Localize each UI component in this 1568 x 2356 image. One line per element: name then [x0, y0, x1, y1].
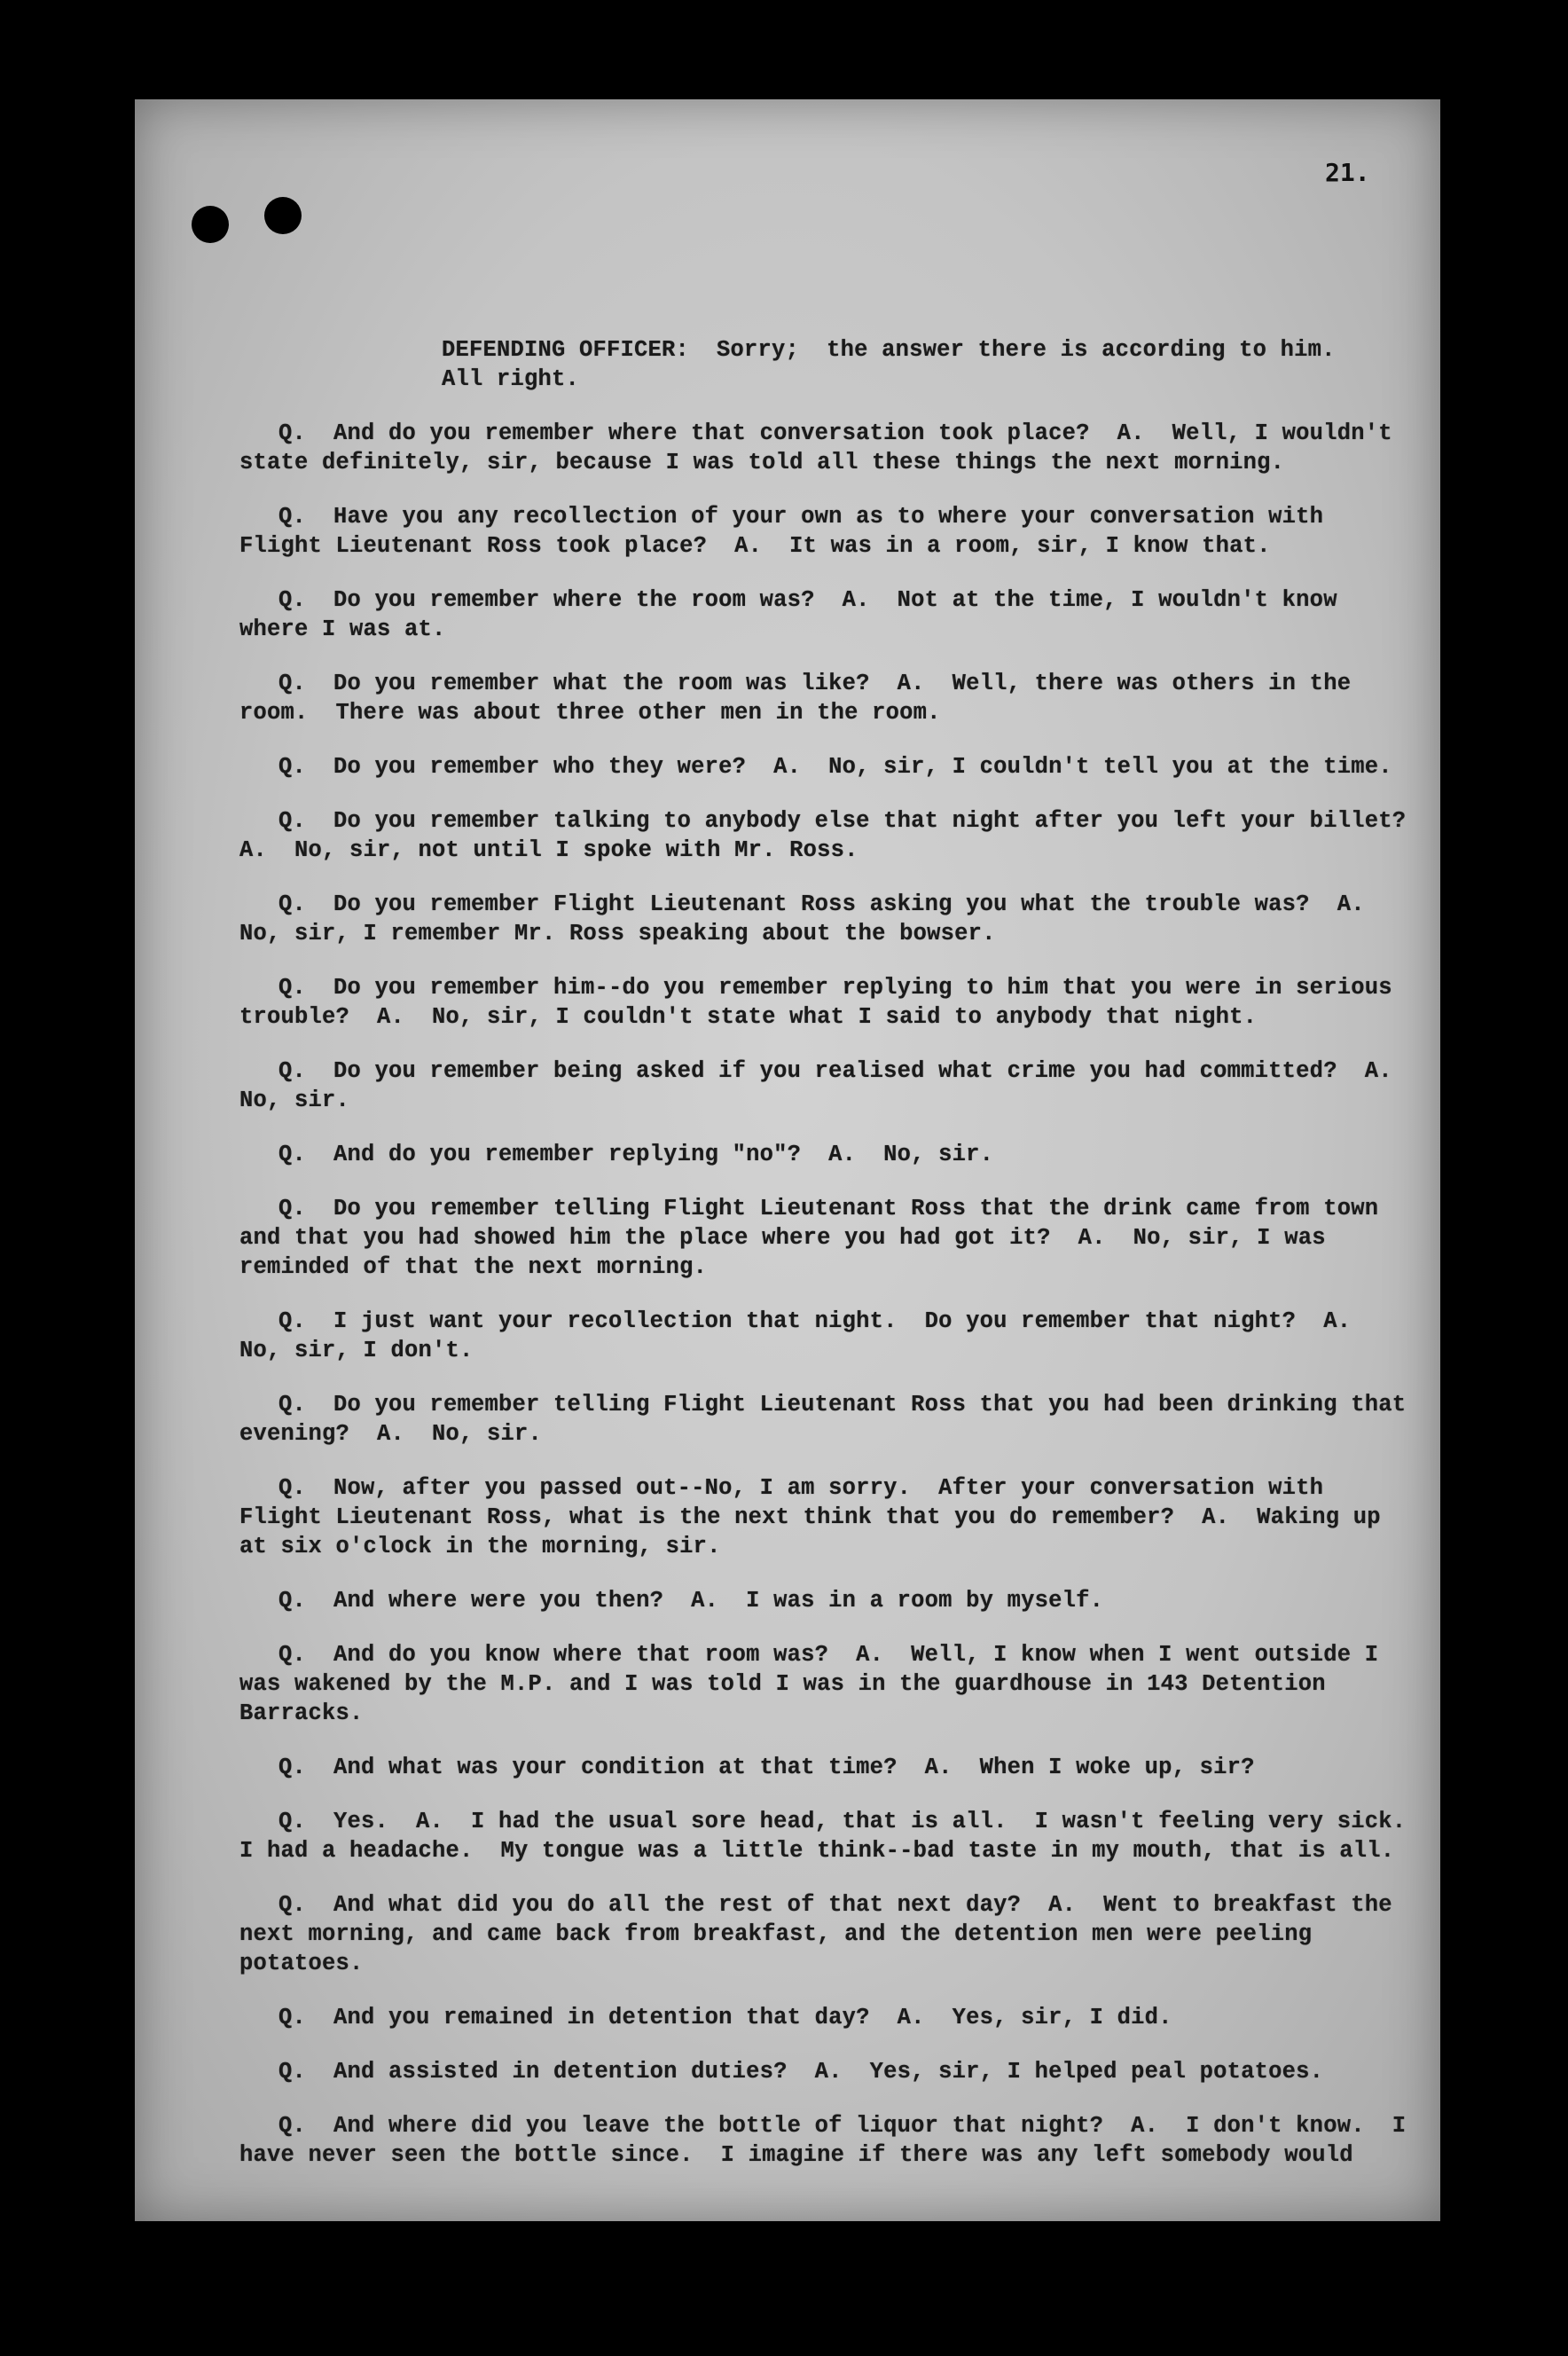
transcript-paragraph: Q. Do you remember him--do you remember replying to him that you were in serious trouble? A. No, sir, I couldn't state what I said to anybody that night.: [239, 975, 1407, 1030]
punch-hole-right: [264, 197, 302, 234]
transcript-paragraph: Q. Have you any recollection of your own as to where your conversation with Flight Lieutenant Ross took place? A. It was in a room, sir, I know that.: [239, 504, 1337, 559]
transcript-paragraph: Q. Yes. A. I had the usual sore head, that is all. I wasn't feeling very sick. I had a headache. My tongue was a little think--bad taste in my mouth, that is all.: [239, 1809, 1434, 1864]
transcript-paragraph: Q. Do you remember telling Flight Lieutenant Ross that you had been drinking that evening? A. No, sir.: [239, 1392, 1420, 1447]
transcript-paragraph: Q. Do you remember what the room was like? A. Well, there was others in the room. There was about three other men in the room.: [239, 671, 1365, 726]
transcript-paragraph: Q. And do you remember where that conversation took place? A. Well, I wouldn't state definitely, sir, because I was told all these things the next morning.: [239, 420, 1407, 475]
transcript-paragraph: Q. And what did you do all the rest of that next day? A. Went to breakfast the next morning, and came back from breakfast, and the detention men were peeling potatoes.: [239, 1892, 1407, 1976]
transcript-paragraph: Q. And where were you then? A. I was in a room by myself.: [278, 1588, 1104, 1614]
page-number: 21.: [1325, 158, 1370, 187]
transcript-paragraph: Q. Do you remember who they were? A. No, sir, I couldn't tell you at the time.: [278, 754, 1392, 780]
transcript-paragraph: Q. And what was your condition at that time? A. When I woke up, sir?: [278, 1755, 1255, 1780]
transcript-paragraph: Q. Do you remember talking to anybody else that night after you left your billet? A. No, sir, not until I spoke with Mr. Ross.: [239, 808, 1434, 863]
transcript-paragraph: Q. I just want your recollection that night. Do you remember that night? A. No, sir, I don't.: [239, 1308, 1379, 1363]
transcript-paragraph: Q. And do you know where that room was? A. Well, I know when I went outside I was wakened by the M.P. and I was told I was in the guardhouse in 143 Detention Barracks.: [239, 1642, 1392, 1726]
punch-hole-left: [192, 206, 229, 243]
transcript-paragraph: Q. Now, after you passed out--No, I am sorry. After your conversation with Flight Lieutenant Ross, what is the next think that you do remember? A. Waking up at six o'clock in the morning, sir.: [239, 1475, 1395, 1559]
transcript-paragraph: Q. And do you remember replying "no"? A. No, sir.: [278, 1142, 994, 1167]
transcript-body: [239, 335, 1434, 2195]
transcript-paragraph: Q. And you remained in detention that day? A. Yes, sir, I did.: [278, 2005, 1172, 2030]
transcript-paragraph: Q. Do you remember telling Flight Lieutenant Ross that the drink came from town and that you had showed him the place where you had got it? A. No, sir, I was reminded of that the next morning.: [239, 1196, 1392, 1280]
document-page: [135, 99, 1440, 2221]
transcript-paragraph: Q. And where did you leave the bottle of liquor that night? A. I don't know. I have never seen the bottle since. I imagine if there was any left somebody would: [239, 2113, 1420, 2168]
transcript-paragraph: Q. Do you remember Flight Lieutenant Ross asking you what the trouble was? A. No, sir, I remember Mr. Ross speaking about the bowser.: [239, 891, 1392, 946]
transcript-paragraph: DEFENDING OFFICER: Sorry; the answer there is according to him. All right.: [442, 337, 1336, 392]
transcript-paragraph: Q. And assisted in detention duties? A. Yes, sir, I helped peal potatoes.: [278, 2059, 1324, 2085]
transcript-paragraph: Q. Do you remember where the room was? A. Not at the time, I wouldn't know where I was at.: [239, 587, 1352, 642]
transcript-paragraph: Q. Do you remember being asked if you realised what crime you had committed? A. No, sir.: [239, 1058, 1420, 1113]
